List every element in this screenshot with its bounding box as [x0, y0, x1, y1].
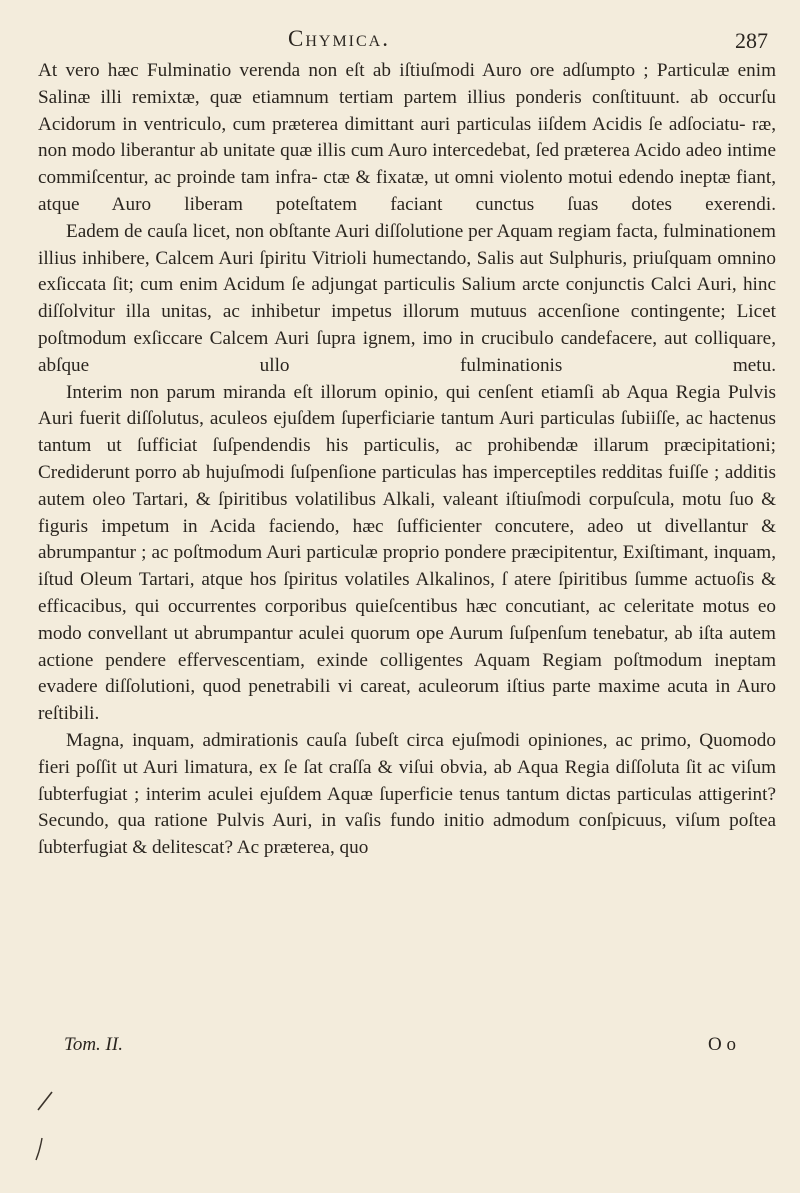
paragraph: Eadem de cauſa licet, non obſtante Auri diſſolutione per Aquam regiam facta, fulminationem illius inhibere, Calcem Auri ſpiritu Vitrioli humectando, Salis aut Sulphuris, priuſquam omnino exſiccata ſit; cum enim Acidum ſe adjungat particulis Salium arcte conjunctis Calci Auri, hinc diſſolvitur illa unitas, ac inhibetur impetus illorum mutuus accenſione contingente; Licet poſtmodum exſiccare Calcem Auri ſupra ignem, imo in crucibulo candefacere, aut colliquare, abſque ullo fulminationis metu.: [38, 220, 776, 376]
signature-mark: O o: [708, 1034, 736, 1055]
body-text: [38, 58, 776, 862]
page-number: 287: [735, 28, 768, 53]
volume-mark: Tom. II.: [64, 1034, 123, 1055]
running-head: [0, 18, 800, 58]
running-title: Chymica.: [288, 26, 390, 51]
paragraph: At vero hæc Fulminatio verenda non eſt ab iſtiuſmodi Auro ore adſumpto ; Particulæ enim Salinæ illi remixtæ, quæ etiamnum tertiam partem illius ponderis conſtituunt. ab occurſu Acidorum in ventriculo, cum præterea dimittant auri particulas iiſdem Acidis ſe adſociatu- ræ, non modo liberantur ab unitate quæ illis cum Auro intercedebat, ſed præterea Acido adeo intime commiſcentur, ac proinde tam infra- ctæ & fixatæ, ut omni violento motui edendo ineptæ fiant, atque Auro liberam poteſtatem faciant cunctus ſuas dotes exerendi.: [38, 60, 776, 215]
paragraph: Magna, inquam, admirationis cauſa ſubeſt circa ejuſmodi opiniones, ac primo, Quomodo fieri poſſit ut Auri limatura, ex ſe ſat craſſa & viſui obvia, ab Aqua Regia diſſoluta ſit ac viſum ſubterfugiat ; interim aculei ejuſdem Aquæ ſuperficie tenus tantum dictas particulas attigerint? Secundo, qua ratione Pulvis Auri, in vaſis fundo initio admodum conſpicuus, viſum poſtea ſubterfugiat & delitescat? Ac præterea, quo: [38, 729, 776, 859]
paragraph: Interim non parum miranda eſt illorum opinio, qui cenſent etiamſi ab Aqua Regia Pulvis Auri fuerit diſſolutus, aculeos ejuſdem ſuperficiarie tantum Auri particulas ſubiiſſe, ac hactenus tantum ut ſufficiat ſuſpendendis his particulis, ac prohibendæ illarum præcipitationi; Crediderunt porro ab hujuſmodi ſuſpenſione particulas has imperceptiles redditas fuiſſe ; additis autem oleo Tartari, & ſpiritibus volatilibus Alkali, valeant iſtiuſmodi corpuſcula, motu ſuo & figuris impetum in Acida faciendo, hæc ſufficienter concutere, adeo ut divellantur & abrumpantur ; ac poſtmodum Auri particulæ proprio pondere præcipitentur, Exiſtimant, inquam, iſtud Oleum Tartari, atque hos ſpiritus volatiles Alkalinos, ſ atere ſpiritibus ſumme actuoſis & efficacibus, qui occurrentes corporibus quieſcentibus hæc concutiant, ac celeritate motus eo modo convellant ut abrumpantur aculei quorum ope Aurum ſuſpenſum tenebatur, ab iſta autem actione pendere effervescentiam, exinde colligentes Aquam Regiam poſtmodum ineptam evadere diſſolutioni, quod penetrabili vi careat, aculeorum iſtius parte maxime acuta in Auro reſtibili.: [38, 381, 776, 725]
footer-line: [64, 1034, 736, 1064]
pen-stroke-mark: [30, 1080, 70, 1170]
